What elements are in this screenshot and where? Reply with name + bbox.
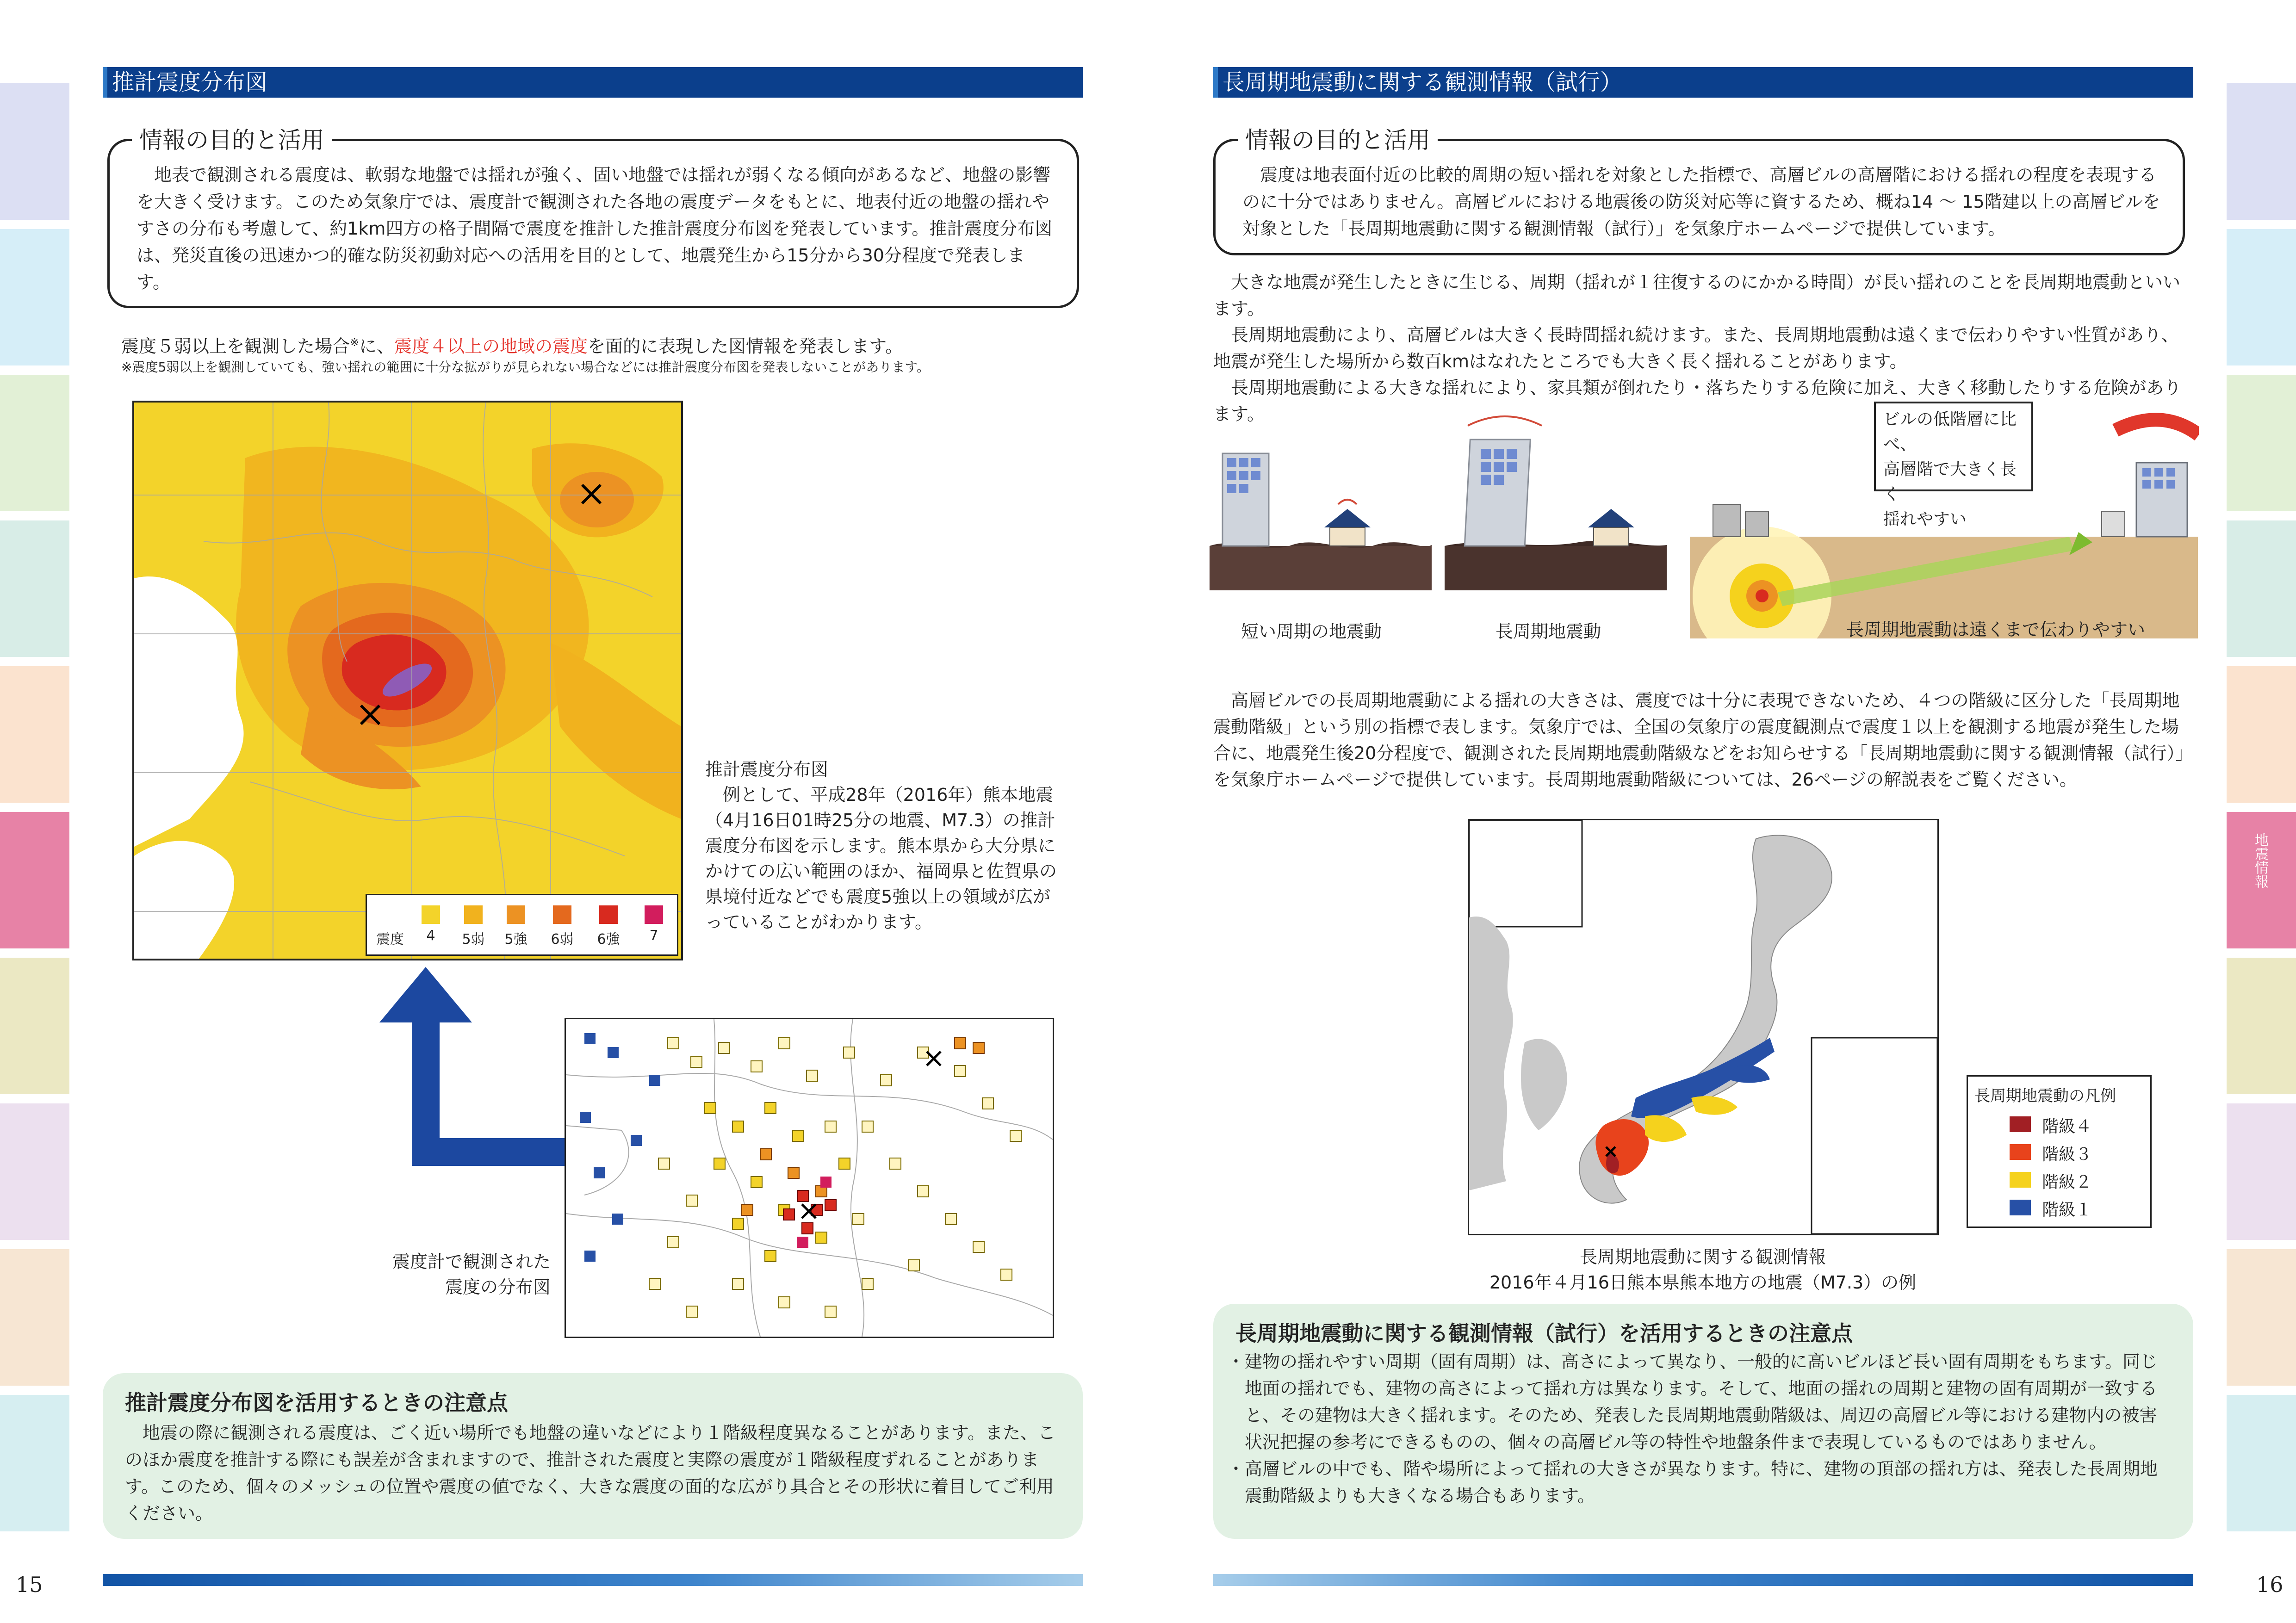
notes-box-right <box>1213 1304 2193 1539</box>
legend-label-6-upper: 6強 <box>597 931 620 948</box>
legend-label-6-lower: 6弱 <box>551 931 574 948</box>
legend-swatch-5-upper <box>507 905 525 924</box>
notes-box-left <box>103 1373 1083 1539</box>
legend-label: 震度 <box>376 931 404 948</box>
legend-label-7: 7 <box>649 928 658 944</box>
side-tab[interactable] <box>2227 1395 2296 1531</box>
side-tab-active[interactable] <box>2227 812 2296 948</box>
body-paragraph: 大きな地震が発生したときに生じる、周期（揺れが１往復するのにかかる時間）が長い揺れのことを長周期地震動といいます。 <box>1213 272 2181 319</box>
page-number-right: 16 <box>2256 1572 2284 1597</box>
propagation-label: 長周期地震動は遠くまで伝わりやすい <box>1846 619 2146 640</box>
intro-highlight: 震度４以上の地域の震度 <box>394 336 588 357</box>
side-tab[interactable] <box>0 1103 69 1240</box>
legend-swatch-4 <box>422 905 440 924</box>
station-intensity-map <box>565 1018 1054 1338</box>
station-map-graphic <box>566 1019 1053 1337</box>
long-period-label: 長周期地震動 <box>1496 621 1601 642</box>
side-tab-label: 地震情報 <box>2252 833 2268 888</box>
map-caption-title: 推計震度分布図 <box>705 759 829 780</box>
side-tab[interactable] <box>0 229 69 365</box>
body-paragraph: 長周期地震動による大きな揺れにより、家具類が倒れたり・落ちたりする危険に加え、大きく移動したりする危険があります。 <box>1213 378 2182 424</box>
purpose-box-left <box>107 127 1079 308</box>
footer-bar-left <box>103 1574 1083 1586</box>
legend-label-5-upper: 5強 <box>504 931 527 948</box>
legend-swatch-class4 <box>2010 1116 2031 1132</box>
intensity-map-graphic <box>134 403 681 959</box>
section-title-left: 推計震度分布図 <box>103 67 1083 98</box>
legend-swatch-6-lower <box>553 905 571 924</box>
purpose-title: 情報の目的と活用 <box>132 126 332 154</box>
purpose-box-right <box>1213 127 2185 255</box>
side-tab[interactable] <box>0 1249 69 1386</box>
japan-map-graphic <box>1469 820 1937 1234</box>
side-tab[interactable] <box>2227 1103 2296 1240</box>
side-tab[interactable] <box>0 666 69 803</box>
side-tab[interactable] <box>2227 375 2296 511</box>
side-tab[interactable] <box>0 83 69 220</box>
notes-bullet: ・高層ビルの中でも、階や場所によって揺れの大きさが異なります。特に、建物の頂部の揺れ方は、発表した長周期地震動階級よりも大きくなる場合もあります。 <box>1227 1459 2158 1506</box>
legend-label-4: 4 <box>426 928 435 944</box>
long-period-map <box>1468 819 1939 1235</box>
short-period-label: 短い周期の地震動 <box>1241 621 1382 642</box>
notes-title: 推計震度分布図を活用するときの注意点 <box>125 1390 508 1415</box>
page-number-left: 15 <box>16 1572 43 1597</box>
long-period-panel <box>1445 416 1667 590</box>
legend-label-class1: 階級１ <box>2042 1201 2092 1220</box>
legend-swatch-7 <box>645 905 663 924</box>
map-legend-title: 長周期地震動の凡例 <box>1974 1087 2116 1105</box>
side-tab[interactable] <box>2227 520 2296 657</box>
legend-label-class4: 階級４ <box>2042 1117 2092 1136</box>
station-map-caption: 震度計で観測された 震度の分布図 <box>392 1251 551 1297</box>
legend-swatch-class2 <box>2010 1172 2031 1188</box>
notes-bullets <box>1227 1348 2171 1509</box>
ground-motion-diagram <box>1209 398 2199 638</box>
short-period-panel <box>1210 453 1432 590</box>
notes-title: 長周期地震動に関する観測情報（試行）を活用するときの注意点 <box>1235 1321 1853 1346</box>
legend-swatch-6-upper <box>599 905 618 924</box>
legend-label-class3: 階級３ <box>2042 1145 2092 1164</box>
legend-label-class2: 階級２ <box>2042 1173 2092 1192</box>
side-tab[interactable] <box>2227 83 2296 220</box>
map-caption <box>705 757 1061 935</box>
purpose-text: 震度は地表面付近の比較的周期の短い揺れを対象とした指標で、高層ビルの高層階における揺れの程度を表現するのに十分ではありません。高層ビルにおける地震後の防災対応等に資するため、概ね14 ～ 15階建以上の高層ビルを対象とした「長周期地震動に関する観測情報（試行）」を気象庁ホームページで提供しています。 <box>1242 165 2160 239</box>
legend-swatch-5-lower <box>464 905 483 924</box>
intensity-legend <box>366 894 678 956</box>
side-tab[interactable] <box>0 958 69 1094</box>
side-tab[interactable] <box>2227 1249 2296 1386</box>
bubble-text: ビルの低階層に比べ、 高層階で大きく長く 揺れやすい <box>1883 410 2017 529</box>
side-tab[interactable] <box>2227 958 2296 1094</box>
estimated-intensity-map <box>132 401 683 960</box>
body-paragraph: 長周期地震動により、高層ビルは大きく長時間揺れ続けます。また、長周期地震動は遠くまで伝わりやすい性質があり、地震が発生した場所から数百kmはなれたところでも大きく長く揺れることがあります。 <box>1213 325 2179 372</box>
arrow-icon <box>379 967 578 1189</box>
side-tab[interactable] <box>2227 666 2296 803</box>
side-tab[interactable] <box>0 1395 69 1531</box>
map-legend-box <box>1967 1075 2152 1228</box>
intro-text: 震度５弱以上を観測した場合※に、震度４以上の地域の震度を面的に表現した図情報を発表します。 <box>121 336 903 357</box>
legend-label-5-lower: 5弱 <box>462 931 485 948</box>
side-tab-label: 地震情報 <box>76 833 93 888</box>
side-tab[interactable] <box>0 375 69 511</box>
purpose-title: 情報の目的と活用 <box>1238 126 1438 154</box>
body-paragraph-after: 高層ビルでの長周期地震動による揺れの大きさは、震度では十分に表現できないため、４つの階級に区分した「長周期地震動階級」という別の指標で表します。気象庁では、全国の気象庁の震度観測点で震度１以上を観測する地震が発生した場合に、地震発生後20分程度で、観測された長周期地震動階級などをお知らせする「長周期地震動に関する観測情報（試行）」を気象庁ホームページで提供しています。長周期地震動階級については、26ページの解説表をご覧ください。 <box>1213 690 2193 790</box>
notes-bullet: ・建物の揺れやすい周期（固有周期）は、高さによって異なり、一般的に高いビルほど長い固有周期をもちます。同じ地面の揺れでも、建物の高さによって揺れ方は異なります。そして、地面の揺れの周期と建物の固有周期が一致すると、その建物は大きく揺れます。そのため、発表した長周期地震動階級は、周辺の高層ビル等における建物内の被害状況把握の参考にできるものの、個々の高層ビル等の特性や地盤条件まで表現しているものではありません。 <box>1227 1351 2158 1452</box>
legend-swatch-class1 <box>2010 1200 2031 1215</box>
purpose-text: 地表で観測される震度は、軟弱な地盤では揺れが強く、固い地盤では揺れが弱くなる傾向があるなど、地盤の影響を大きく受けます。このため気象庁では、震度計で観測された各地の震度データをもとに、地表付近の地盤の揺れやすさの分布も考慮して、約1km四方の格子間隔で震度を推計した推計震度分布図を発表しています。推計震度分布図は、発災直後の迅速かつ的確な防災初動対応への活用を目的として、地震発生から15分から30分程度で発表します。 <box>137 165 1053 292</box>
legend-swatch-class3 <box>2010 1144 2031 1160</box>
section-title-right: 長周期地震動に関する観測情報（試行） <box>1213 67 2193 98</box>
intro-note: ※震度5弱以上を観測していても、強い揺れの範囲に十分な拡がりが見られない場合などには推計震度分布図を発表しないことがあります。 <box>121 359 930 375</box>
footer-bar-right <box>1213 1574 2193 1586</box>
side-tab-active[interactable] <box>0 812 93 948</box>
side-tab[interactable] <box>2227 229 2296 365</box>
map-caption-body: 例として、平成28年（2016年）熊本地震（4月16日01時25分の地震、M7.3）の推計震度分布図を示します。熊本県から大分県にかけての広い範囲のほか、福岡県と佐賀県の県境付近などでも震度5強以上の領域が広がっていることがわかります。 <box>705 785 1057 932</box>
long-period-map-caption: 長周期地震動に関する観測情報 2016年４月16日熊本県熊本地方の地震（M7.3）の例 <box>1489 1247 1917 1293</box>
notes-text: 地震の際に観測される震度は、ごく近い場所でも地盤の違いなどにより１階級程度異なることがあります。また、このほか震度を推計する際にも誤差が含まれますので、推計された震度と実際の震度が１階級程度ずれることがあります。このため、個々のメッシュの位置や震度の値でなく、大きな震度の面的な広がり具合とその形状に着目してご利用ください。 <box>125 1423 1055 1524</box>
side-tab[interactable] <box>0 520 69 657</box>
